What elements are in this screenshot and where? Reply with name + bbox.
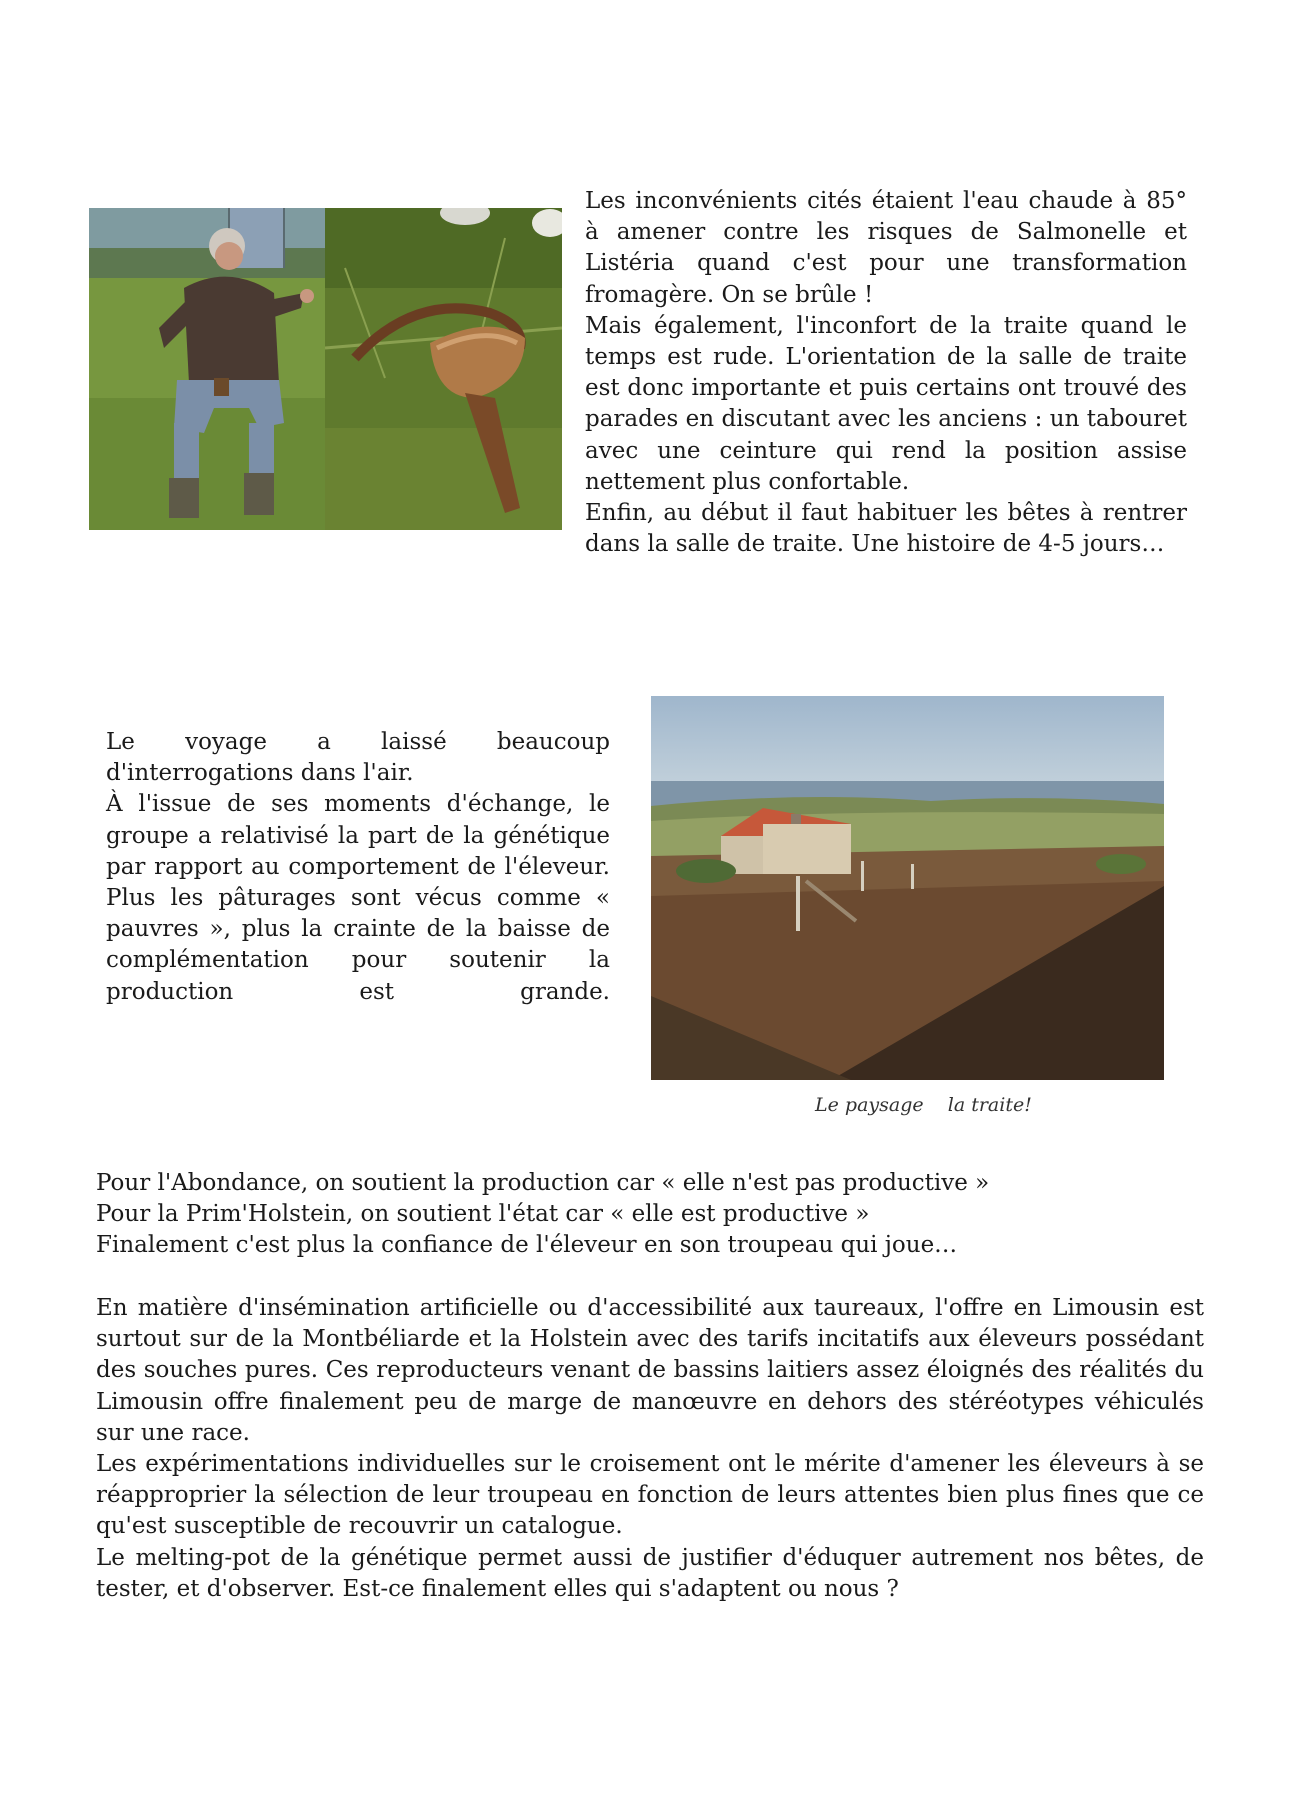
line-abondance: Pour l'Abondance, on soutient la production car « elle n'est pas productive » <box>96 1170 990 1196</box>
line-finalement: Finalement c'est plus la confiance de l'éleveur en son troupeau qui joue… <box>96 1232 958 1259</box>
paragraph-melting-pot: Le melting-pot de la génétique permet aussi de justifier d'éduquer autrement nos bêtes, de tester, et d'observer. Est-ce finalement elles qui s'adaptent ou nous ? <box>96 1544 1204 1602</box>
top-text-block <box>585 186 1187 560</box>
paragraph-issue: À l'issue de ses moments d'échange, le groupe a relativisé la part de la génétique par rapport au comportement de l'éleveur. Plus les pâturages sont vécus comme « pauvres », plus la crainte de la baisse de complémentation pour soutenir la production est grande. <box>106 791 610 1005</box>
paragraph-inconvenients: Les inconvénients cités étaient l'eau chaude à 85° à amener contre les risques de Salmonelle et Listéria quand c'est pour une transformation fromagère. On se brûle ! <box>585 188 1187 308</box>
bottom-lines-block <box>96 1168 1196 1262</box>
photo-landscape-farm <box>651 696 1164 1080</box>
line-primholstein: Pour la Prim'Holstein, on soutient l'état car « elle est productive » <box>96 1201 870 1228</box>
paragraph-experimentations: Les expérimentations individuelles sur le croisement ont le mérite d'amener les éleveurs à se réapproprier la sélection de leur troupeau en fonction de leurs attentes bien plus fines que ce qu'est susceptible de recouvrir un catalogue. <box>96 1451 1204 1540</box>
middle-text-block <box>106 727 610 1008</box>
photo-milking-stool <box>325 208 562 530</box>
paragraph-voyage: Le voyage a laissé beaucoup d'interrogations dans l'air. <box>106 729 610 787</box>
photo-caption: Le paysage la traite! <box>815 1094 1032 1116</box>
photo-man-with-stool <box>89 208 325 530</box>
paragraph-inconfort: Mais également, l'inconfort de la traite quand le temps est rude. L'orientation de la salle de traite est donc importante et puis certains ont trouvé des parades en discutant avec les anciens : un tabouret avec une ceinture qui rend la position assise nettement plus confortable. <box>585 312 1187 495</box>
bottom-text-block <box>96 1293 1204 1605</box>
paragraph-enfin: Enfin, au début il faut habituer les bêtes à rentrer dans la salle de traite. Une histoire de 4-5 jours… <box>585 500 1187 558</box>
paragraph-insemination: En matière d'insémination artificielle ou d'accessibilité aux taureaux, l'offre en Limousin est surtout sur de la Montbéliarde et la Holstein avec des tarifs incitatifs aux éleveurs possédant des souches pures. Ces reproducteurs venant de bassins laitiers assez éloignés des réalités du Limousin offre finalement peu de marge de manœuvre en dehors des stéréotypes véhiculés sur une race. <box>96 1295 1204 1446</box>
